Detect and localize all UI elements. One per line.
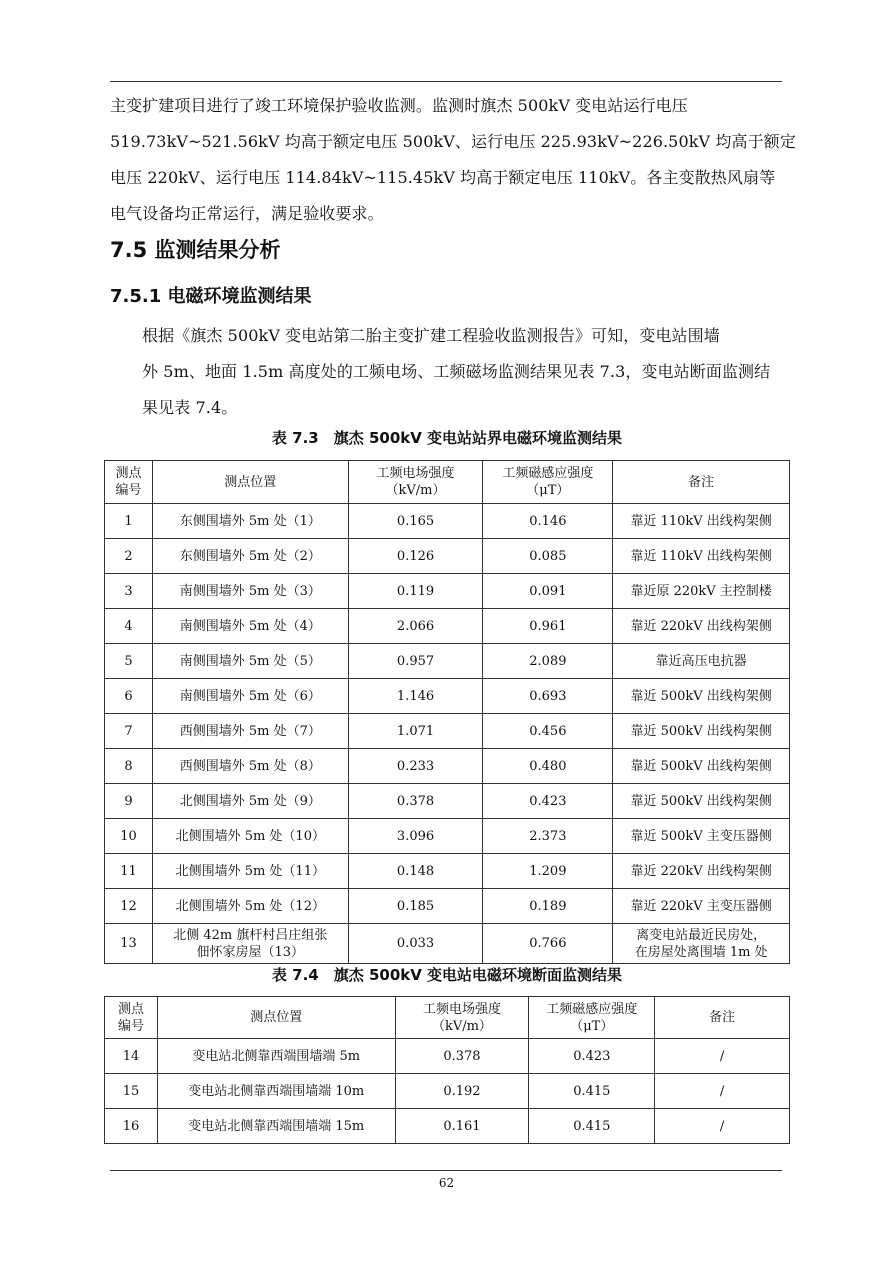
cell-point-id: 14 (105, 1039, 158, 1074)
table-caption: 表 7.3 旗杰 500kV 变电站站界电磁环境监测结果 (271, 429, 623, 447)
cell-magnetic-field: 0.091 (483, 574, 613, 609)
cell-point-id: 10 (105, 819, 153, 854)
table-row (105, 1039, 790, 1074)
header-electric-field: 工频电场强度 （kV/m） (395, 997, 529, 1039)
cell-point-id: 4 (105, 609, 153, 644)
table-caption: 表 7.4 旗杰 500kV 变电站电磁环境断面监测结果 (271, 966, 623, 984)
cell-note: 靠近原 220kV 主控制楼 (613, 574, 790, 609)
paragraph-line: 外 5m、地面 1.5m 高度处的工频电场、工频磁场监测结果见表 7.3，变电站断面监测结 (142, 362, 771, 381)
cell-note: 靠近 500kV 出线构架侧 (613, 784, 790, 819)
cell-magnetic-field: 0.189 (483, 889, 613, 924)
cell-electric-field: 0.148 (348, 854, 483, 889)
paragraph-line: 电气设备均正常运行，满足验收要求。 (110, 204, 384, 223)
cell-location: 北侧围墙外 5m 处（10） (152, 819, 348, 854)
table-row (105, 539, 790, 574)
table-row (105, 819, 790, 854)
cell-location: 北侧 42m 旗杆村吕庄组张 佃怀家房屋（13） (152, 924, 348, 964)
cell-location: 变电站北侧靠西端围墙端 5m (157, 1039, 395, 1074)
boundary-monitoring-table (104, 460, 790, 964)
header-electric-field: 工频电场强度 （kV/m） (348, 461, 483, 504)
cell-location: 东侧围墙外 5m 处（2） (152, 539, 348, 574)
cell-location: 南侧围墙外 5m 处（5） (152, 644, 348, 679)
cell-point-id: 12 (105, 889, 153, 924)
page-number: 62 (438, 1176, 455, 1190)
cell-location: 东侧围墙外 5m 处（1） (152, 504, 348, 539)
cell-location: 南侧围墙外 5m 处（4） (152, 609, 348, 644)
cell-location: 北侧围墙外 5m 处（12） (152, 889, 348, 924)
cell-electric-field: 0.378 (395, 1039, 529, 1074)
cell-note: / (655, 1109, 790, 1144)
cell-electric-field: 0.119 (348, 574, 483, 609)
cell-location: 南侧围墙外 5m 处（6） (152, 679, 348, 714)
cell-point-id: 9 (105, 784, 153, 819)
table-row (105, 504, 790, 539)
cell-magnetic-field: 1.209 (483, 854, 613, 889)
cell-location: 西侧围墙外 5m 处（8） (152, 749, 348, 784)
cell-location: 南侧围墙外 5m 处（3） (152, 574, 348, 609)
cell-electric-field: 0.192 (395, 1074, 529, 1109)
cell-electric-field: 0.233 (348, 749, 483, 784)
cell-location: 变电站北侧靠西端围墙端 15m (157, 1109, 395, 1144)
cell-electric-field: 0.165 (348, 504, 483, 539)
cell-electric-field: 3.096 (348, 819, 483, 854)
cell-electric-field: 0.957 (348, 644, 483, 679)
cell-note: 靠近 110kV 出线构架侧 (613, 539, 790, 574)
header-magnetic-field: 工频磁感应强度 （μT） (483, 461, 613, 504)
cell-note: 靠近 220kV 出线构架侧 (613, 854, 790, 889)
header-location: 测点位置 (152, 461, 348, 504)
cell-point-id: 2 (105, 539, 153, 574)
table-row (105, 784, 790, 819)
table-row (105, 1109, 790, 1144)
cell-electric-field: 1.071 (348, 714, 483, 749)
cell-note: 靠近 500kV 出线构架侧 (613, 679, 790, 714)
table-row (105, 574, 790, 609)
cell-point-id: 7 (105, 714, 153, 749)
cell-point-id: 5 (105, 644, 153, 679)
table-row (105, 924, 790, 964)
cell-point-id: 15 (105, 1074, 158, 1109)
cell-electric-field: 2.066 (348, 609, 483, 644)
header-magnetic-field: 工频磁感应强度 （μT） (529, 997, 655, 1039)
cell-location: 北侧围墙外 5m 处（11） (152, 854, 348, 889)
cell-magnetic-field: 0.456 (483, 714, 613, 749)
cell-note: 靠近 220kV 出线构架侧 (613, 609, 790, 644)
cell-magnetic-field: 0.423 (483, 784, 613, 819)
cell-note: 靠近 220kV 主变压器侧 (613, 889, 790, 924)
cell-magnetic-field: 0.085 (483, 539, 613, 574)
table-row (105, 854, 790, 889)
cell-note: 靠近 500kV 主变压器侧 (613, 819, 790, 854)
header-point-id: 测点 编号 (105, 997, 158, 1039)
header-note: 备注 (655, 997, 790, 1039)
section-heading: 7.5 监测结果分析 (110, 238, 281, 262)
header-note: 备注 (613, 461, 790, 504)
cell-magnetic-field: 0.766 (483, 924, 613, 964)
cell-note: 离变电站最近民房处， 在房屋处离围墙 1m 处 (613, 924, 790, 964)
table-header-row (105, 997, 790, 1039)
table-row (105, 714, 790, 749)
table-row (105, 609, 790, 644)
cell-electric-field: 0.378 (348, 784, 483, 819)
cell-magnetic-field: 0.415 (529, 1074, 655, 1109)
cell-electric-field: 0.126 (348, 539, 483, 574)
header-rule (110, 81, 782, 82)
table-row (105, 679, 790, 714)
cell-magnetic-field: 0.423 (529, 1039, 655, 1074)
cell-point-id: 11 (105, 854, 153, 889)
paragraph-results (110, 318, 790, 426)
table-header-row (105, 461, 790, 504)
cell-note: / (655, 1074, 790, 1109)
cell-magnetic-field: 2.373 (483, 819, 613, 854)
cell-magnetic-field: 2.089 (483, 644, 613, 679)
cell-magnetic-field: 0.693 (483, 679, 613, 714)
cell-note: 靠近高压电抗器 (613, 644, 790, 679)
cell-point-id: 8 (105, 749, 153, 784)
cell-note: 靠近 500kV 出线构架侧 (613, 714, 790, 749)
cell-electric-field: 0.033 (348, 924, 483, 964)
cell-electric-field: 0.161 (395, 1109, 529, 1144)
paragraph-line: 根据《旗杰 500kV 变电站第二胎主变扩建工程验收监测报告》可知，变电站围墙 (142, 326, 720, 345)
cell-magnetic-field: 0.415 (529, 1109, 655, 1144)
cell-note: / (655, 1039, 790, 1074)
header-point-id: 测点 编号 (105, 461, 153, 504)
cell-point-id: 16 (105, 1109, 158, 1144)
cell-note: 靠近 500kV 出线构架侧 (613, 749, 790, 784)
cell-point-id: 1 (105, 504, 153, 539)
cell-location: 北侧围墙外 5m 处（9） (152, 784, 348, 819)
paragraph-line: 519.73kV~521.56kV 均高于额定电压 500kV、运行电压 225.93kV~226.50kV 均高于额定 (110, 132, 796, 151)
paragraph-intro (110, 88, 796, 232)
table-row (105, 889, 790, 924)
cell-location: 变电站北侧靠西端围墙端 10m (157, 1074, 395, 1109)
cell-location: 西侧围墙外 5m 处（7） (152, 714, 348, 749)
table-row (105, 749, 790, 784)
cell-magnetic-field: 0.961 (483, 609, 613, 644)
cell-point-id: 3 (105, 574, 153, 609)
paragraph-line: 主变扩建项目进行了竣工环境保护验收监测。监测时旗杰 500kV 变电站运行电压 (110, 96, 688, 115)
cell-magnetic-field: 0.146 (483, 504, 613, 539)
table-row (105, 644, 790, 679)
subsection-heading: 7.5.1 电磁环境监测结果 (110, 286, 312, 307)
header-location: 测点位置 (157, 997, 395, 1039)
footer-rule (110, 1170, 782, 1171)
paragraph-line: 果见表 7.4。 (142, 398, 238, 417)
table-row (105, 1074, 790, 1109)
cell-magnetic-field: 0.480 (483, 749, 613, 784)
cell-electric-field: 1.146 (348, 679, 483, 714)
cell-point-id: 13 (105, 924, 153, 964)
cell-point-id: 6 (105, 679, 153, 714)
paragraph-line: 电压 220kV、运行电压 114.84kV~115.45kV 均高于额定电压 110kV。各主变散热风扇等 (110, 168, 776, 187)
cell-note: 靠近 110kV 出线构架侧 (613, 504, 790, 539)
section-monitoring-table (104, 996, 790, 1144)
cell-electric-field: 0.185 (348, 889, 483, 924)
